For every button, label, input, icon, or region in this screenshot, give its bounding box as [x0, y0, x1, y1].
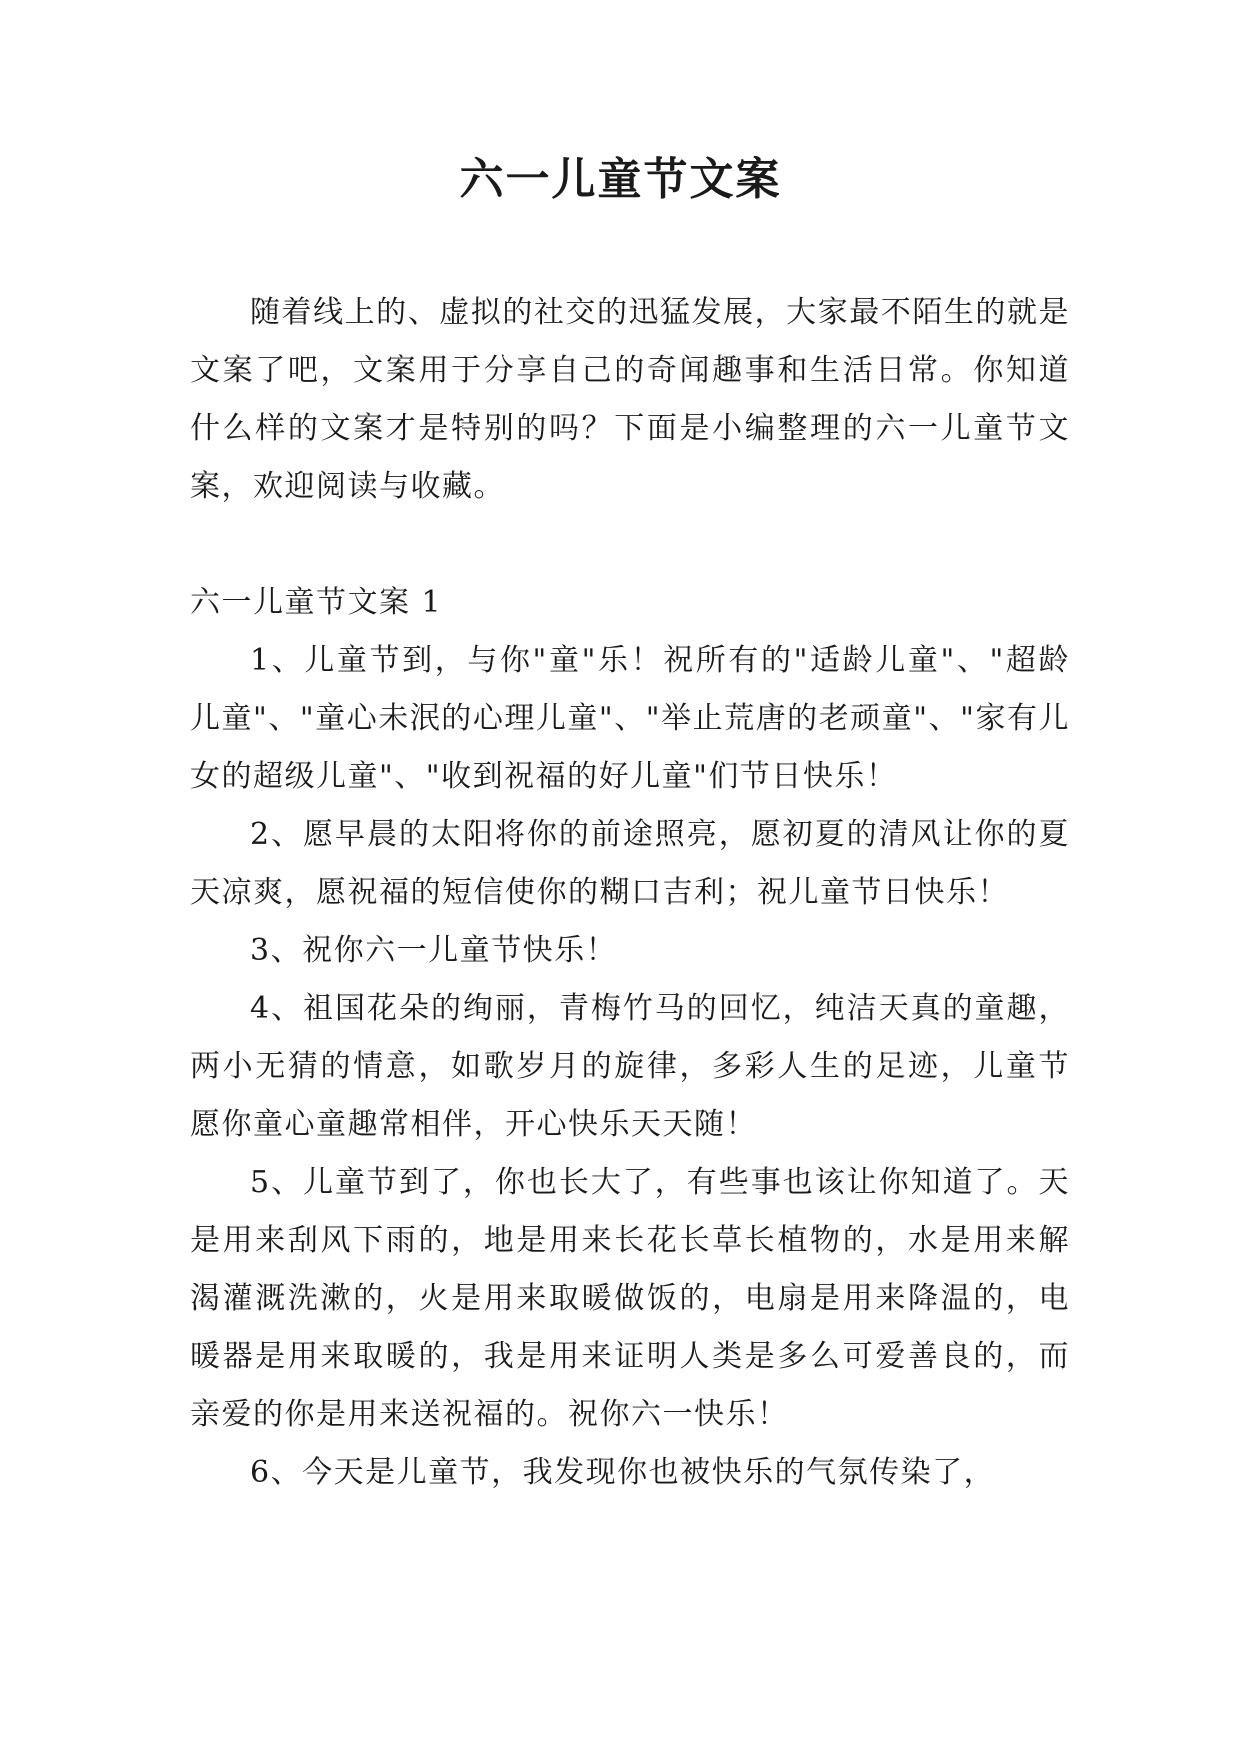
list-item: 2、愿早晨的太阳将你的前途照亮，愿初夏的清风让你的夏天凉爽，愿祝福的短信使你的糊口吉利；祝儿童节日快乐！ — [190, 817, 1070, 910]
list-item: 3、祝你六一儿童节快乐！ — [250, 933, 618, 968]
list-item: 5、儿童节到了，你也长大了，有些事也该让你知道了。天是用来刮风下雨的，地是用来长花长草长植物的，水是用来解渴灌溉洗漱的，火是用来取暖做饭的，电扇是用来降温的，电暖器是用来取暖的，我是用来证明人类是多么可爱善良的，而亲爱的你是用来送祝福的。祝你六一快乐！ — [190, 1165, 1070, 1432]
section-heading: 六一儿童节文案 1 — [190, 585, 443, 620]
intro-paragraph: 随着线上的、虚拟的社交的迅猛发展，大家最不陌生的就是文案了吧，文案用于分享自己的奇闻趣事和生活日常。你知道什么样的文案才是特别的吗？下面是小编整理的六一儿童节文案，欢迎阅读与收藏。 — [190, 295, 1070, 504]
list-item: 4、祖国花朵的绚丽，青梅竹马的回忆，纯洁天真的童趣，两小无猜的情意，如歌岁月的旋律，多彩人生的足迹，儿童节愿你童心童趣常相伴，开心快乐天天随！ — [190, 991, 1070, 1142]
document-body — [190, 284, 1070, 1502]
list-item: 6、今天是儿童节，我发现你也被快乐的气氛传染了， — [250, 1455, 996, 1490]
document-title: 六一儿童节文案 — [459, 154, 782, 205]
list-item: 1、儿童节到，与你"童"乐！祝所有的"适龄儿童"、"超龄儿童"、"童心未泯的心理儿童"、"举止荒唐的老顽童"、"家有儿女的超级儿童"、"收到祝福的好儿童"们节日快乐！ — [190, 643, 1070, 794]
